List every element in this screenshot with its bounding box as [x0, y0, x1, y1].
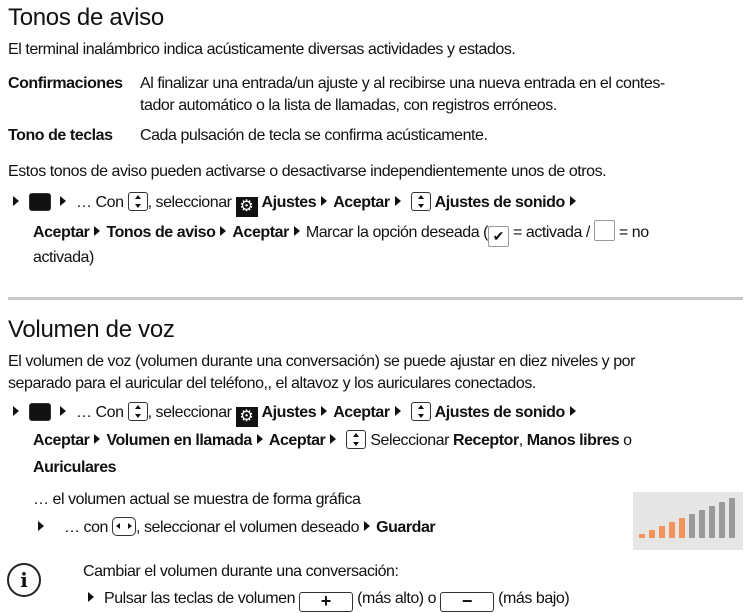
- arrow-icon: [94, 226, 100, 236]
- graphic-text: … el volumen actual se muestra de forma gráfica: [33, 491, 361, 508]
- volume-bar: [719, 502, 725, 538]
- nav-key-icon: [411, 192, 431, 211]
- def-term: Confirmaciones: [8, 75, 123, 92]
- step-line: Aceptar Tonos de aviso Aceptar Marcar la opción deseada ( ✔ = activada / = no: [33, 220, 649, 247]
- volume-minus-key: −: [440, 592, 494, 612]
- def-text: Cada pulsación de tecla se confirma acústicamente.: [140, 127, 488, 144]
- menu-key-icon: [29, 403, 51, 421]
- nav-key-icon: [128, 192, 148, 211]
- left-right-key-icon: [112, 517, 136, 536]
- nav-key-icon: [346, 430, 366, 449]
- volume-bar: [729, 498, 735, 538]
- note-text: Estos tonos de aviso pueden activarse o desactivarse independientemente unos de otros.: [8, 163, 607, 180]
- step-line: … Con , seleccionar ⚙ Ajustes Aceptar Ajustes de sonido: [8, 192, 582, 217]
- section-divider: [8, 297, 743, 300]
- volume-bar: [659, 526, 665, 538]
- volume-bar: [679, 518, 685, 538]
- arrow-icon: [257, 434, 263, 444]
- volume-bar: [639, 534, 645, 538]
- volume-bar: [649, 530, 655, 538]
- volume-plus-key: +: [299, 592, 353, 612]
- arrow-icon: [395, 406, 401, 416]
- intro-text: El terminal inalámbrico indica acústicamente diversas actividades y estados.: [8, 41, 516, 58]
- arrow-icon: [570, 406, 576, 416]
- gear-icon: ⚙: [236, 197, 258, 217]
- arrow-icon: [364, 521, 370, 531]
- arrow-icon: [88, 592, 94, 602]
- menu-key-icon: [29, 193, 51, 211]
- nav-key-icon: [411, 402, 431, 421]
- section-title-volumen: Volumen de voz: [8, 316, 175, 343]
- substep-line: … con , seleccionar el volumen deseado Guardar: [33, 517, 435, 538]
- arrow-icon: [321, 196, 327, 206]
- volume-bar: [669, 522, 675, 538]
- arrow-icon: [60, 406, 66, 416]
- arrow-icon: [60, 196, 66, 206]
- volume-bar: [689, 514, 695, 538]
- volume-bar: [709, 506, 715, 538]
- volume-bar: [699, 510, 705, 538]
- gear-icon: ⚙: [236, 407, 258, 427]
- step-line: … Con , seleccionar ⚙ Ajustes Aceptar Ajustes de sonido: [8, 402, 582, 427]
- arrow-icon: [395, 196, 401, 206]
- info-step: Pulsar las teclas de volumen + (más alto) o − (más bajo): [83, 589, 569, 612]
- arrow-icon: [570, 196, 576, 206]
- def-text: tador automático o la lista de llamadas, con registros erróneos.: [140, 97, 557, 114]
- def-text: Al finalizar una entrada/un ajuste y al recibirse una nueva entrada en el contes-: [140, 75, 665, 92]
- checkbox-checked-icon: ✔: [488, 226, 509, 247]
- arrow-icon: [94, 434, 100, 444]
- nav-key-icon: [128, 402, 148, 421]
- info-icon: i: [7, 563, 41, 597]
- step-line: Aceptar Volumen en llamada Aceptar Seleccionar Receptor, Manos libres o: [33, 432, 632, 449]
- def-term: Tono de teclas: [8, 127, 113, 144]
- step-line: Auriculares: [33, 459, 117, 476]
- checkbox-empty-icon: [594, 220, 615, 241]
- info-title: Cambiar el volumen durante una conversación:: [83, 563, 399, 580]
- intro-text: El volumen de voz (volumen durante una conversación) se puede ajustar en diez niveles y por: [8, 353, 635, 370]
- arrow-icon: [13, 406, 19, 416]
- arrow-icon: [38, 521, 44, 531]
- arrow-icon: [220, 226, 226, 236]
- volume-graphic: [633, 492, 743, 550]
- arrow-icon: [13, 196, 19, 206]
- arrow-icon: [294, 226, 300, 236]
- arrow-icon: [321, 406, 327, 416]
- intro-text: separado para el auricular del teléfono,, el altavoz y los auriculares conectados.: [8, 375, 536, 392]
- step-line: activada): [33, 249, 94, 266]
- section-title-tonos: Tonos de aviso: [8, 4, 164, 31]
- arrow-icon: [330, 434, 336, 444]
